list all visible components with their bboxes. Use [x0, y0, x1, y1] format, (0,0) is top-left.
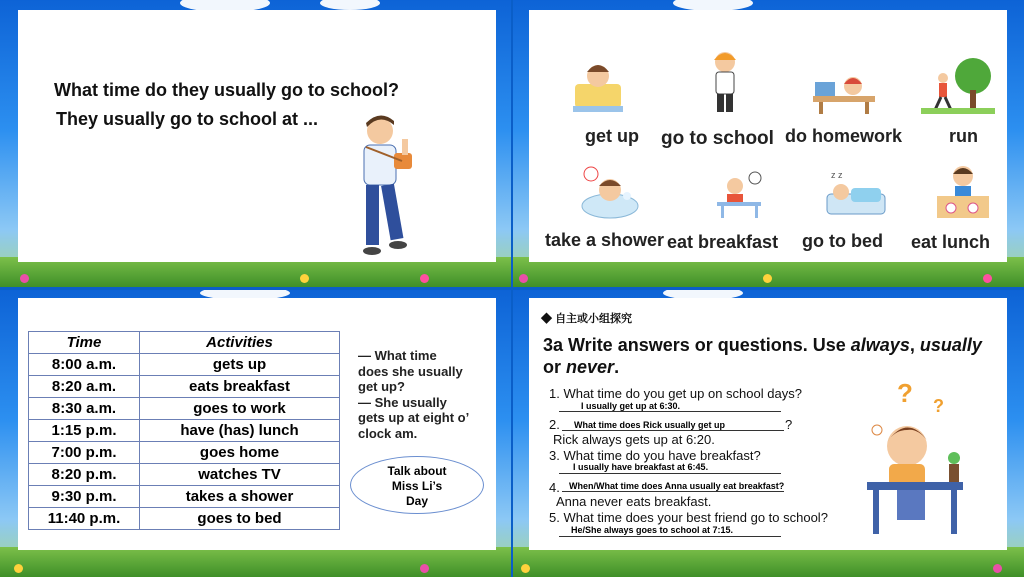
answer-2: What time does Rick usually get up	[574, 420, 726, 430]
cell-activity: watches TV	[140, 464, 340, 486]
cell-time: 11:40 p.m.	[29, 508, 140, 530]
question-2-response: Rick always gets up at 6:20.	[553, 432, 715, 447]
cell-activity: takes a shower	[140, 486, 340, 508]
take-a-shower-illustration	[579, 164, 641, 220]
title-text: 3a Write answers or questions. Use	[543, 335, 851, 355]
answer-1: I usually get up at 6:30.	[581, 401, 681, 411]
answer-5: He/She always goes to school at 7:15.	[571, 525, 734, 535]
question-2-number: 2.	[549, 417, 560, 432]
svg-text:?: ?	[933, 396, 944, 416]
cell-time: 9:30 p.m.	[29, 486, 140, 508]
label-go-to-bed: go to bed	[802, 231, 883, 251]
cell-activity: goes to bed	[140, 508, 340, 530]
question-4-response: Anna never eats breakfast.	[556, 494, 712, 509]
cell-activity: goes home	[140, 442, 340, 464]
flower-decoration	[20, 274, 29, 283]
answer-line-1[interactable]	[559, 411, 781, 412]
flower-decoration	[14, 564, 23, 573]
table-row	[29, 354, 340, 376]
answer-4: When/What time does Anna usually eat breakfast?	[569, 481, 785, 491]
label-do-homework: do homework	[785, 126, 903, 146]
cell-activity: eats breakfast	[140, 376, 340, 398]
title-always: always	[850, 335, 910, 355]
question-2-mark: ?	[785, 417, 793, 432]
run-illustration	[921, 56, 995, 114]
dialog-line: does she usually	[358, 363, 463, 379]
slide-card	[529, 298, 1007, 550]
svg-text:?: ?	[897, 378, 913, 408]
dialog-line: get up?	[358, 379, 405, 394]
eat-lunch-illustration	[933, 162, 993, 222]
slide-card	[18, 10, 496, 262]
header-activities: Activities	[140, 332, 340, 354]
table-row	[29, 376, 340, 398]
bubble-line: Talk about	[387, 464, 447, 478]
title-never: never	[566, 357, 615, 377]
section-tag	[541, 310, 632, 326]
get-up-illustration	[571, 54, 625, 116]
go-to-school-illustration	[707, 48, 743, 120]
boy-thinking-illustration	[857, 378, 975, 542]
dialog-line: — What time	[358, 348, 437, 363]
dialog-line: gets up at eight o’	[358, 410, 470, 425]
question-5: 5. What time does your best friend go to school?	[549, 510, 828, 525]
cell-time: 1:15 p.m.	[29, 420, 140, 442]
flower-decoration	[420, 274, 429, 283]
grass	[513, 547, 1024, 577]
table-row	[29, 464, 340, 486]
cell-time: 8:20 p.m.	[29, 464, 140, 486]
dialog-text	[358, 348, 469, 441]
table-row	[29, 398, 340, 420]
table-row	[29, 508, 340, 530]
answer-text: They usually go to school at ...	[56, 109, 319, 129]
dialog-line: clock am.	[358, 425, 418, 441]
label-run: run	[949, 126, 978, 146]
table-row	[29, 486, 340, 508]
schedule-table	[28, 331, 340, 530]
cell-time: 8:00 a.m.	[29, 354, 140, 376]
slide-card	[529, 10, 1007, 262]
question-4-number: 4.	[549, 480, 560, 495]
slide-1[interactable]	[0, 0, 511, 287]
label-get-up: get up	[585, 126, 639, 146]
cell-activity: have (has) lunch	[140, 420, 340, 442]
cell-activity: goes to work	[140, 398, 340, 420]
section-tag-text: 自主或小组探究	[555, 313, 633, 325]
question-text: What time do they usually go to school?	[54, 80, 400, 100]
table-header-row	[29, 332, 340, 354]
talk-about-bubble[interactable]	[350, 456, 484, 514]
boy-walking-illustration	[350, 113, 430, 263]
cell-time: 8:30 a.m.	[29, 398, 140, 420]
label-eat-lunch: eat lunch	[911, 232, 991, 252]
cell-time: 7:00 p.m.	[29, 442, 140, 464]
title-or: or	[543, 357, 567, 377]
cell-time: 8:20 a.m.	[29, 376, 140, 398]
diamond-icon: ◆	[541, 313, 556, 325]
answer-line-3[interactable]	[559, 473, 781, 474]
header-time: Time	[29, 332, 140, 354]
title-comma: ,	[909, 335, 920, 355]
slide-card	[18, 298, 496, 550]
table-row	[29, 442, 340, 464]
label-eat-breakfast: eat breakfast	[667, 232, 779, 252]
answer-line-2[interactable]	[562, 430, 784, 431]
flower-decoration	[521, 564, 530, 573]
answer-line-5[interactable]	[559, 536, 781, 537]
flower-decoration	[993, 564, 1002, 573]
question-1: 1. What time do you get up on school days?	[549, 386, 802, 401]
flower-decoration	[763, 274, 772, 283]
go-to-bed-illustration	[823, 168, 889, 220]
exercise-title	[543, 334, 998, 378]
label-go-to-school: go to school	[661, 128, 774, 149]
title-usually: usually	[919, 335, 982, 355]
table-row	[29, 420, 340, 442]
answer-line-4[interactable]	[562, 491, 784, 492]
do-homework-illustration	[811, 68, 877, 116]
svg-text:z z: z z	[831, 170, 843, 180]
cell-activity: gets up	[140, 354, 340, 376]
flower-decoration	[420, 564, 429, 573]
grass	[0, 547, 511, 577]
dialog-line: — She usually	[358, 394, 447, 410]
slide-4[interactable]	[513, 290, 1024, 577]
answer-3: I usually have breakfast at 6:45.	[573, 462, 709, 472]
slide-3[interactable]	[0, 290, 511, 577]
title-end: .	[614, 357, 620, 377]
flower-decoration	[983, 274, 992, 283]
bubble-line: Miss Li’s	[391, 479, 443, 493]
bubble-line: Day	[405, 494, 428, 508]
eat-breakfast-illustration	[715, 170, 765, 220]
label-take-a-shower: take a shower	[545, 230, 665, 250]
flower-decoration	[519, 274, 528, 283]
flower-decoration	[300, 274, 309, 283]
slide-2[interactable]	[513, 0, 1024, 287]
question-3: 3. What time do you have breakfast?	[549, 448, 761, 463]
